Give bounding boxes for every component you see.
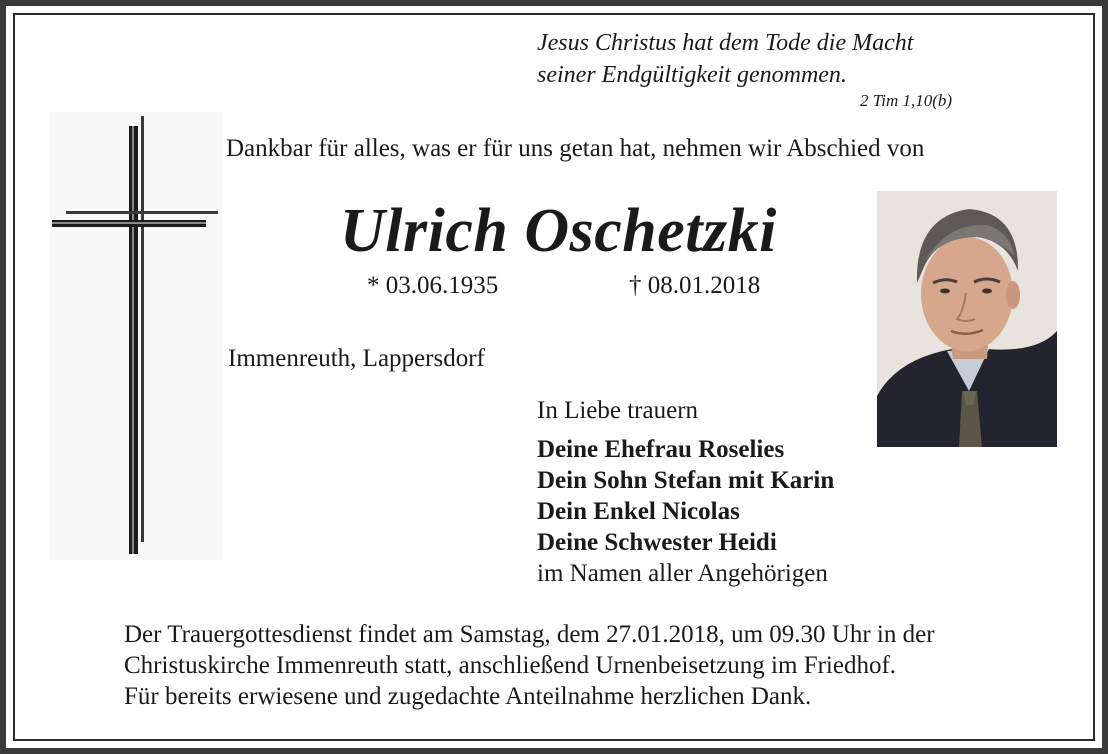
place-of-residence: Immenreuth, Lappersdorf: [228, 345, 485, 372]
portrait-photo: [877, 191, 1057, 447]
thanks-line: Für bereits erwiesene und zugedachte Anteilnahme herzlichen Dank.: [124, 683, 812, 710]
cross-icon: [50, 112, 222, 560]
intro-text: Dankbar für alles, was er für uns getan hat, nehmen wir Abschied von: [226, 135, 925, 162]
mourners-intro: In Liebe trauern: [537, 397, 699, 424]
mourner-name: Dein Enkel Nicolas: [537, 498, 740, 525]
verse-line-1: Jesus Christus hat dem Tode die Macht: [537, 30, 914, 56]
mourners-footer: im Namen aller Angehörigen: [537, 560, 828, 587]
death-date: † 08.01.2018: [629, 272, 761, 299]
mourner-name: Deine Ehefrau Roselies: [537, 436, 785, 463]
deceased-name: Ulrich Oschetzki: [340, 197, 777, 265]
verse-reference: 2 Tim 1,10(b): [860, 91, 953, 110]
mourner-name: Dein Sohn Stefan mit Karin: [537, 467, 835, 494]
service-info-line-2: Christuskirche Immenreuth statt, anschließend Urnenbeisetzung im Friedhof.: [124, 652, 897, 679]
mourner-name: Deine Schwester Heidi: [537, 529, 777, 556]
service-info-line-1: Der Trauergottesdienst findet am Samstag, dem 27.01.2018, um 09.30 Uhr in der: [124, 621, 935, 648]
birth-date: * 03.06.1935: [367, 272, 499, 299]
verse-line-2: seiner Endgültigkeit genommen.: [537, 62, 847, 88]
